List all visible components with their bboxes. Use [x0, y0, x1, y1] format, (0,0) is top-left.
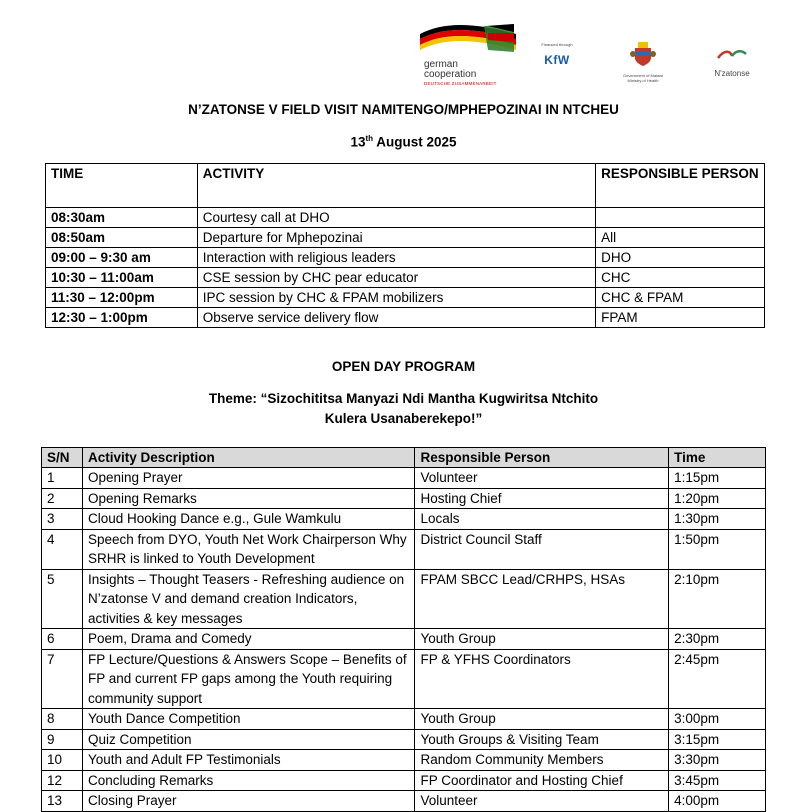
- program-table: [41, 447, 766, 812]
- program-time-cell: 4:00pm: [669, 791, 766, 812]
- schedule-row: [46, 288, 765, 308]
- program-person-cell: Youth Group: [415, 629, 669, 650]
- program-sn-cell: 6: [42, 629, 83, 650]
- schedule-time-cell: 08:30am: [46, 208, 198, 228]
- program-person-cell: FP Coordinator and Hosting Chief: [415, 770, 669, 791]
- schedule-activity-cell: Observe service delivery flow: [197, 308, 595, 328]
- program-sn-cell: 10: [42, 750, 83, 771]
- schedule-time-cell: 10:30 – 11:00am: [46, 268, 198, 288]
- program-row: [42, 529, 766, 569]
- gc-line1: german: [424, 59, 458, 70]
- program-time-cell: 2:30pm: [669, 629, 766, 650]
- schedule-activity-cell: Interaction with religious leaders: [197, 248, 595, 268]
- program-activity-cell: Insights – Thought Teasers - Refreshing audience on N’zatonse V and demand creation Indicators, activities & key messages: [82, 569, 414, 629]
- program-activity-cell: Closing Prayer: [82, 791, 414, 812]
- program-activity-cell: Youth and Adult FP Testimonials: [82, 750, 414, 771]
- nzatonse-swoosh-icon: [714, 48, 750, 62]
- program-time-cell: 2:10pm: [669, 569, 766, 629]
- program-row: [42, 770, 766, 791]
- program-col-sn: S/N: [42, 448, 83, 468]
- program-time-cell: 1:50pm: [669, 529, 766, 569]
- program-person-cell: Locals: [415, 509, 669, 530]
- schedule-col-activity: ACTIVITY: [197, 164, 595, 208]
- program-activity-cell: FP Lecture/Questions & Answers Scope – Benefits of FP and current FP gaps among the Youth requiring community support: [82, 649, 414, 709]
- schedule-row: [46, 248, 765, 268]
- government-logo: [618, 40, 668, 83]
- program-sn-cell: 7: [42, 649, 83, 709]
- program-activity-cell: Opening Remarks: [82, 488, 414, 509]
- program-time-cell: 3:45pm: [669, 770, 766, 791]
- program-person-cell: Hosting Chief: [415, 488, 669, 509]
- program-row: [42, 791, 766, 812]
- program-sn-cell: 13: [42, 791, 83, 812]
- schedule-time-cell: 09:00 – 9:30 am: [46, 248, 198, 268]
- schedule-time-cell: 08:50am: [46, 228, 198, 248]
- schedule-row: [46, 268, 765, 288]
- program-row: [42, 629, 766, 650]
- schedule-activity-cell: IPC session by CHC & FPAM mobilizers: [197, 288, 595, 308]
- kfw-name: KfW: [544, 53, 570, 67]
- schedule-col-time: TIME: [46, 164, 198, 208]
- coat-of-arms-icon: [630, 40, 656, 68]
- program-time-cell: 3:30pm: [669, 750, 766, 771]
- gc-line2: cooperation: [424, 69, 477, 80]
- schedule-table: [45, 163, 765, 328]
- program-sn-cell: 5: [42, 569, 83, 629]
- program-header-row: [42, 448, 766, 468]
- program-person-cell: Volunteer: [415, 468, 669, 489]
- program-row: [42, 729, 766, 750]
- program-activity-cell: Quiz Competition: [82, 729, 414, 750]
- program-time-cell: 2:45pm: [669, 649, 766, 709]
- program-person-cell: Youth Group: [415, 709, 669, 730]
- program-activity-cell: Concluding Remarks: [82, 770, 414, 791]
- program-activity-cell: Cloud Hooking Dance e.g., Gule Wamkulu: [82, 509, 414, 530]
- schedule-time-cell: 12:30 – 1:00pm: [46, 308, 198, 328]
- program-person-cell: Youth Groups & Visiting Team: [415, 729, 669, 750]
- date-suffix: th: [365, 134, 374, 143]
- program-time-cell: 3:00pm: [669, 709, 766, 730]
- program-sn-cell: 12: [42, 770, 83, 791]
- program-sn-cell: 4: [42, 529, 83, 569]
- schedule-person-cell: All: [596, 228, 765, 248]
- page-title: N’ZATONSE V FIELD VISIT NAMITENGO/MPHEPOZINAI IN NTCHEU: [188, 102, 619, 117]
- schedule-person-cell: DHO: [596, 248, 765, 268]
- schedule-row: [46, 208, 765, 228]
- schedule-activity-cell: Departure for Mphepozinai: [197, 228, 595, 248]
- theme-line-2: Kulera Usanaberekepo!”: [324, 411, 483, 426]
- program-row: [42, 488, 766, 509]
- kfw-financed-by: Financed through: [541, 42, 573, 47]
- schedule-person-cell: CHC: [596, 268, 765, 288]
- visit-date: [0, 134, 807, 150]
- program-row: [42, 509, 766, 530]
- schedule-row: [46, 308, 765, 328]
- program-time-cell: 1:15pm: [669, 468, 766, 489]
- schedule-time-cell: 11:30 – 12:00pm: [46, 288, 198, 308]
- program-col-person: Responsible Person: [415, 448, 669, 468]
- program-time-cell: 1:30pm: [669, 509, 766, 530]
- open-day-heading: OPEN DAY PROGRAM: [331, 359, 476, 374]
- schedule-person-cell: CHC & FPAM: [596, 288, 765, 308]
- program-sn-cell: 2: [42, 488, 83, 509]
- program-time-cell: 3:15pm: [669, 729, 766, 750]
- nzatonse-name: N'zatonse: [714, 69, 750, 78]
- program-person-cell: District Council Staff: [415, 529, 669, 569]
- theme-line-1: Theme: “Sizochititsa Manyazi Ndi Mantha Kugwiritsa Ntchito: [208, 391, 599, 406]
- schedule-person-cell: FPAM: [596, 308, 765, 328]
- schedule-activity-cell: CSE session by CHC pear educator: [197, 268, 595, 288]
- date-day: 13: [350, 134, 366, 150]
- program-activity-cell: Speech from DYO, Youth Net Work Chairperson Why SRHR is linked to Youth Development: [82, 529, 414, 569]
- program-col-activity: Activity Description: [82, 448, 414, 468]
- program-activity-cell: Youth Dance Competition: [82, 709, 414, 730]
- date-rest: August 2025: [373, 134, 457, 150]
- program-person-cell: Random Community Members: [415, 750, 669, 771]
- german-cooperation-logo: [418, 20, 528, 84]
- gc-line3: DEUTSCHE ZUSAMMENARBEIT: [424, 81, 497, 86]
- german-flag-swoosh-icon: [418, 20, 518, 56]
- program-row: [42, 468, 766, 489]
- schedule-activity-cell: Courtesy call at DHO: [197, 208, 595, 228]
- schedule-row: [46, 228, 765, 248]
- program-sn-cell: 9: [42, 729, 83, 750]
- nzatonse-logo: [708, 48, 756, 78]
- program-activity-cell: Poem, Drama and Comedy: [82, 629, 414, 650]
- program-time-cell: 1:20pm: [669, 488, 766, 509]
- schedule-person-cell: [596, 208, 765, 228]
- logo-bar: [0, 12, 807, 92]
- kfw-logo: [532, 42, 582, 67]
- program-sn-cell: 1: [42, 468, 83, 489]
- gov-line2: Ministry of Health: [627, 78, 659, 83]
- program-row: [42, 709, 766, 730]
- program-activity-cell: Opening Prayer: [82, 468, 414, 489]
- program-sn-cell: 8: [42, 709, 83, 730]
- program-person-cell: FP & YFHS Coordinators: [415, 649, 669, 709]
- program-sn-cell: 3: [42, 509, 83, 530]
- program-col-time: Time: [669, 448, 766, 468]
- program-row: [42, 750, 766, 771]
- schedule-header-row: [46, 164, 765, 208]
- program-person-cell: FPAM SBCC Lead/CRHPS, HSAs: [415, 569, 669, 629]
- program-person-cell: Volunteer: [415, 791, 669, 812]
- gov-line1: Government of Malawi: [622, 73, 663, 78]
- program-row: [42, 569, 766, 629]
- program-row: [42, 649, 766, 709]
- schedule-col-person: RESPONSIBLE PERSON: [596, 164, 765, 208]
